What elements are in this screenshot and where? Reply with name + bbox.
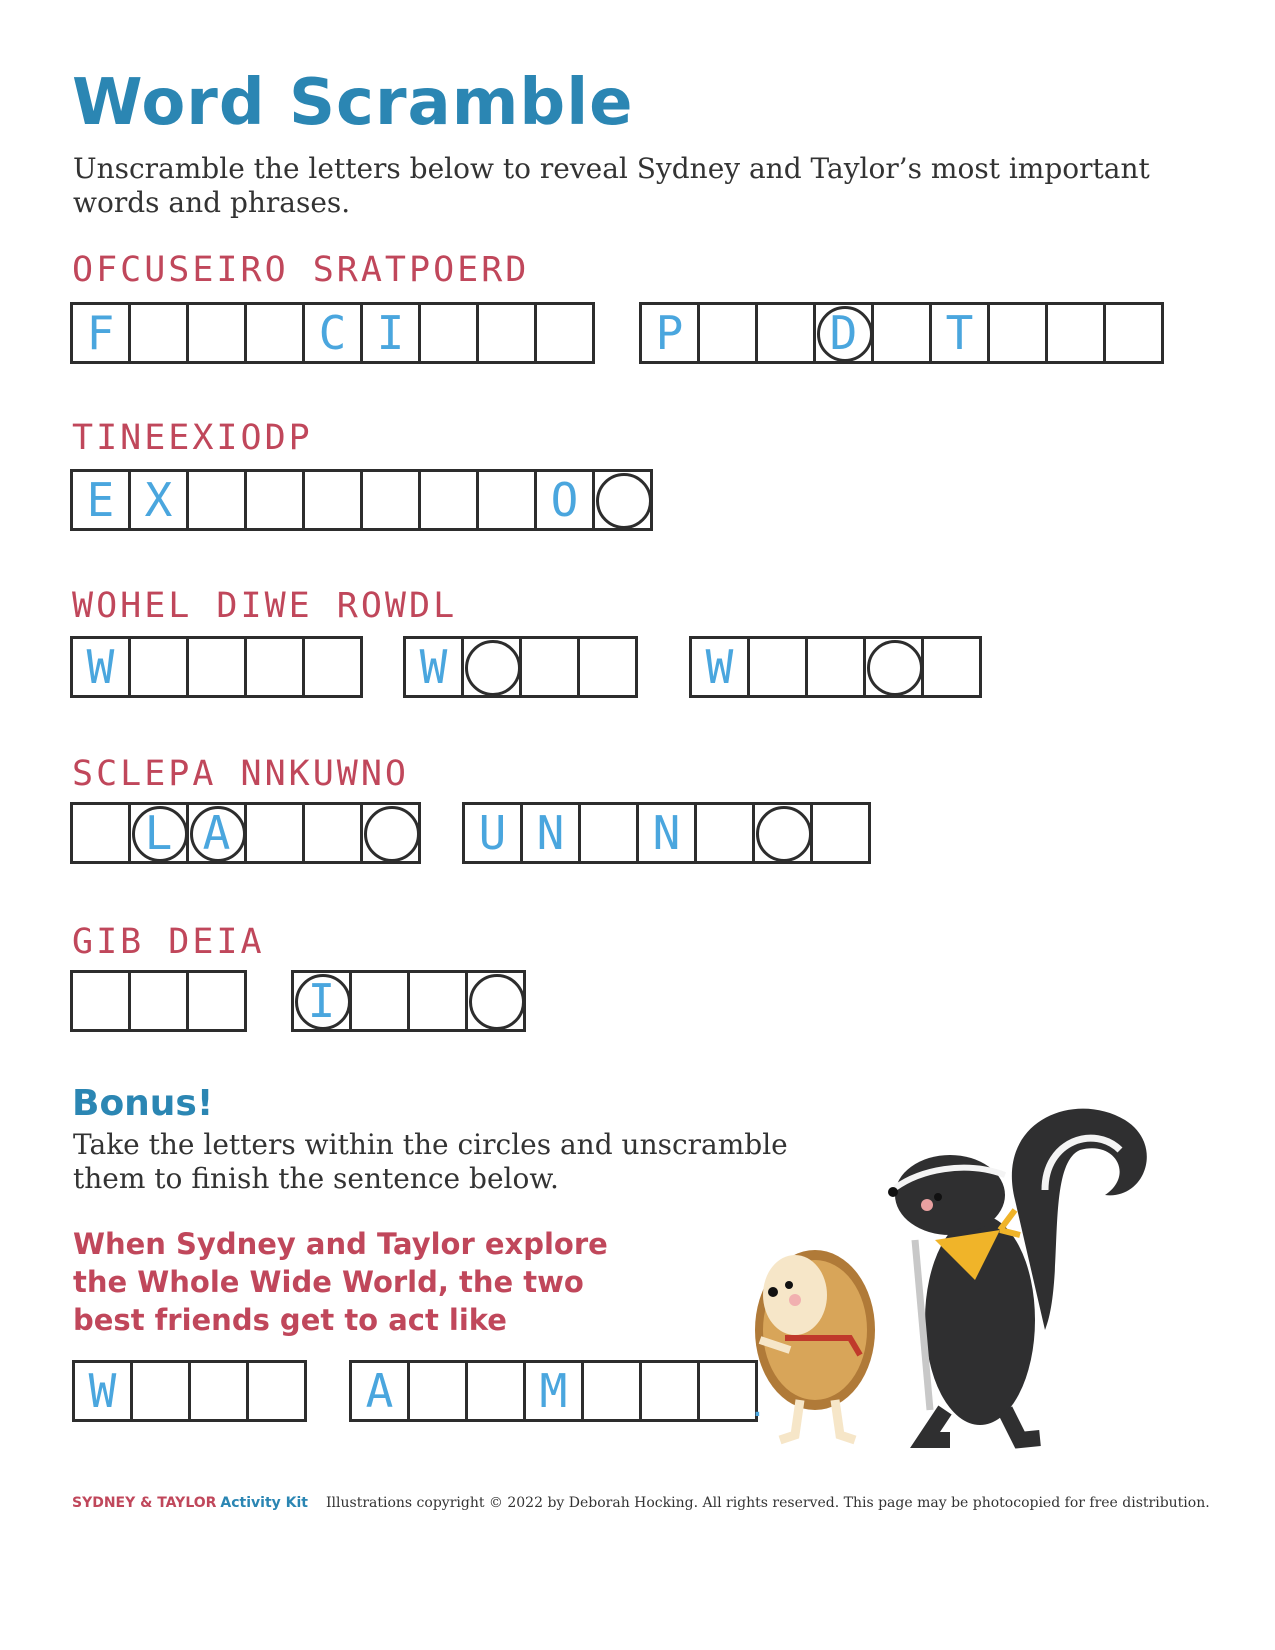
circled-letter-box[interactable] (291, 970, 349, 1032)
answer-word (639, 302, 1164, 360)
letter-box[interactable] (1045, 302, 1103, 364)
answer-word (70, 636, 363, 694)
letter-box[interactable] (476, 302, 534, 364)
circle-marker (364, 806, 420, 862)
circle-marker (469, 974, 525, 1030)
answer-word (462, 802, 871, 860)
letter-box[interactable] (302, 636, 363, 698)
letter-box[interactable] (244, 302, 302, 364)
page-title: Word Scramble (72, 66, 634, 140)
given-letter: U (478, 806, 507, 860)
letter-box[interactable] (128, 970, 186, 1032)
given-letter: W (705, 640, 734, 694)
bonus-answer-word (72, 1360, 307, 1418)
circled-letter-box[interactable] (752, 802, 810, 864)
given-letter: W (86, 640, 115, 694)
answer-word (291, 970, 526, 1028)
letter-box[interactable] (534, 302, 595, 364)
circled-letter-box[interactable] (592, 469, 653, 531)
given-letter: I (307, 974, 336, 1028)
letter-box[interactable] (246, 1360, 307, 1422)
letter-box[interactable] (639, 302, 697, 364)
letter-box[interactable] (349, 970, 407, 1032)
letter-box[interactable] (70, 970, 128, 1032)
letter-box[interactable] (70, 802, 128, 864)
letter-box[interactable] (578, 802, 636, 864)
bonus-sentence: When Sydney and Taylor explore the Whole Wide World, the two best friends get to act like (73, 1227, 608, 1337)
answer-word (70, 802, 421, 860)
footer-copyright: Illustrations copyright © 2022 by Deborah Hocking. All rights reserved. This page may be photocopied for free distribution. (326, 1495, 1210, 1511)
letter-box[interactable] (810, 802, 871, 864)
letter-box[interactable] (418, 469, 476, 531)
scrambled-letters: SCLEPA NNKUWNO (72, 754, 410, 794)
letter-box[interactable] (639, 1360, 697, 1422)
bonus-answer-word (349, 1360, 758, 1418)
letter-box[interactable] (70, 636, 128, 698)
letter-box[interactable] (697, 302, 755, 364)
letter-box[interactable] (186, 302, 244, 364)
given-letter: F (86, 306, 115, 360)
letter-box[interactable] (360, 302, 418, 364)
given-letter: D (829, 306, 858, 360)
letter-box[interactable] (130, 1360, 188, 1422)
letter-box[interactable] (128, 636, 186, 698)
given-letter: L (144, 806, 173, 860)
given-letter: W (88, 1364, 117, 1418)
letter-box[interactable] (302, 302, 360, 364)
letter-box[interactable] (70, 469, 128, 531)
letter-box[interactable] (244, 636, 302, 698)
given-letter: W (419, 640, 448, 694)
given-letter: N (536, 806, 565, 860)
letter-box[interactable] (244, 802, 302, 864)
letter-box[interactable] (349, 1360, 407, 1422)
footer (72, 1495, 1210, 1511)
scrambled-letters: GIB DEIA (72, 922, 265, 962)
letter-box[interactable] (244, 469, 302, 531)
letter-box[interactable] (360, 469, 418, 531)
letter-box[interactable] (929, 302, 987, 364)
circled-letter-box[interactable] (863, 636, 921, 698)
given-letter: I (376, 306, 405, 360)
letter-box[interactable] (581, 1360, 639, 1422)
letter-box[interactable] (462, 802, 520, 864)
letter-box[interactable] (302, 802, 360, 864)
letter-box[interactable] (747, 636, 805, 698)
letter-box[interactable] (519, 636, 577, 698)
circled-letter-box[interactable] (360, 802, 421, 864)
given-letter: C (318, 306, 347, 360)
letter-box[interactable] (921, 636, 982, 698)
given-letter: T (945, 306, 974, 360)
given-letter: N (652, 806, 681, 860)
sentence-period: . (752, 1385, 763, 1425)
given-letter: A (202, 806, 231, 860)
answer-word (70, 469, 653, 527)
circled-letter-box[interactable] (186, 802, 244, 864)
letter-box[interactable] (72, 1360, 130, 1422)
letter-box[interactable] (476, 469, 534, 531)
scrambled-letters: OFCUSEIRO SRATPOERD (72, 250, 530, 290)
letter-box[interactable] (465, 1360, 523, 1422)
letter-box[interactable] (577, 636, 638, 698)
letter-box[interactable] (987, 302, 1045, 364)
answer-word (70, 970, 247, 1028)
letter-box[interactable] (694, 802, 752, 864)
bonus-instructions: Take the letters within the circles and unscramble them to finish the sentence below. (73, 1128, 788, 1195)
letter-box[interactable] (755, 302, 813, 364)
circled-letter-box[interactable] (465, 970, 526, 1032)
answer-word (689, 636, 982, 694)
letter-box[interactable] (520, 802, 578, 864)
letter-box[interactable] (689, 636, 747, 698)
given-letter: E (86, 473, 115, 527)
letter-box[interactable] (418, 302, 476, 364)
letter-box[interactable] (186, 970, 247, 1032)
letter-box[interactable] (523, 1360, 581, 1422)
circled-letter-box[interactable] (128, 802, 186, 864)
footer-kit-label: Activity Kit (220, 1495, 309, 1511)
footer-brand: SYDNEY & TAYLOR (72, 1495, 217, 1511)
letter-box[interactable] (70, 302, 128, 364)
letter-box[interactable] (128, 302, 186, 364)
hedgehog-and-skunk-illustration (745, 1080, 1175, 1460)
letter-box[interactable] (188, 1360, 246, 1422)
scrambled-letters: WOHEL DIWE ROWDL (72, 586, 458, 626)
given-letter: P (655, 306, 684, 360)
answer-word (403, 636, 638, 694)
answer-word (70, 302, 595, 360)
letter-box[interactable] (186, 636, 244, 698)
circled-letter-box[interactable] (813, 302, 871, 364)
given-letter: A (365, 1364, 394, 1418)
letter-box[interactable] (128, 469, 186, 531)
letter-box[interactable] (407, 1360, 465, 1422)
given-letter: O (550, 473, 579, 527)
instructions-text: Unscramble the letters below to reveal Sydney and Taylor’s most important words and phrases. (73, 152, 1150, 219)
letter-box[interactable] (186, 469, 244, 531)
letter-box[interactable] (407, 970, 465, 1032)
letter-box[interactable] (805, 636, 863, 698)
circle-marker (465, 640, 521, 696)
letter-box[interactable] (534, 469, 592, 531)
bonus-title: Bonus! (72, 1083, 214, 1124)
scrambled-letters: TINEEXIODP (72, 418, 313, 458)
letter-box[interactable] (403, 636, 461, 698)
letter-box[interactable] (302, 469, 360, 531)
given-letter: M (539, 1364, 568, 1418)
circle-marker (867, 640, 923, 696)
given-letter: X (144, 473, 173, 527)
letter-box[interactable] (636, 802, 694, 864)
circle-marker (756, 806, 812, 862)
circled-letter-box[interactable] (461, 636, 519, 698)
letter-box[interactable] (871, 302, 929, 364)
letter-box[interactable] (1103, 302, 1164, 364)
circle-marker (596, 473, 652, 529)
